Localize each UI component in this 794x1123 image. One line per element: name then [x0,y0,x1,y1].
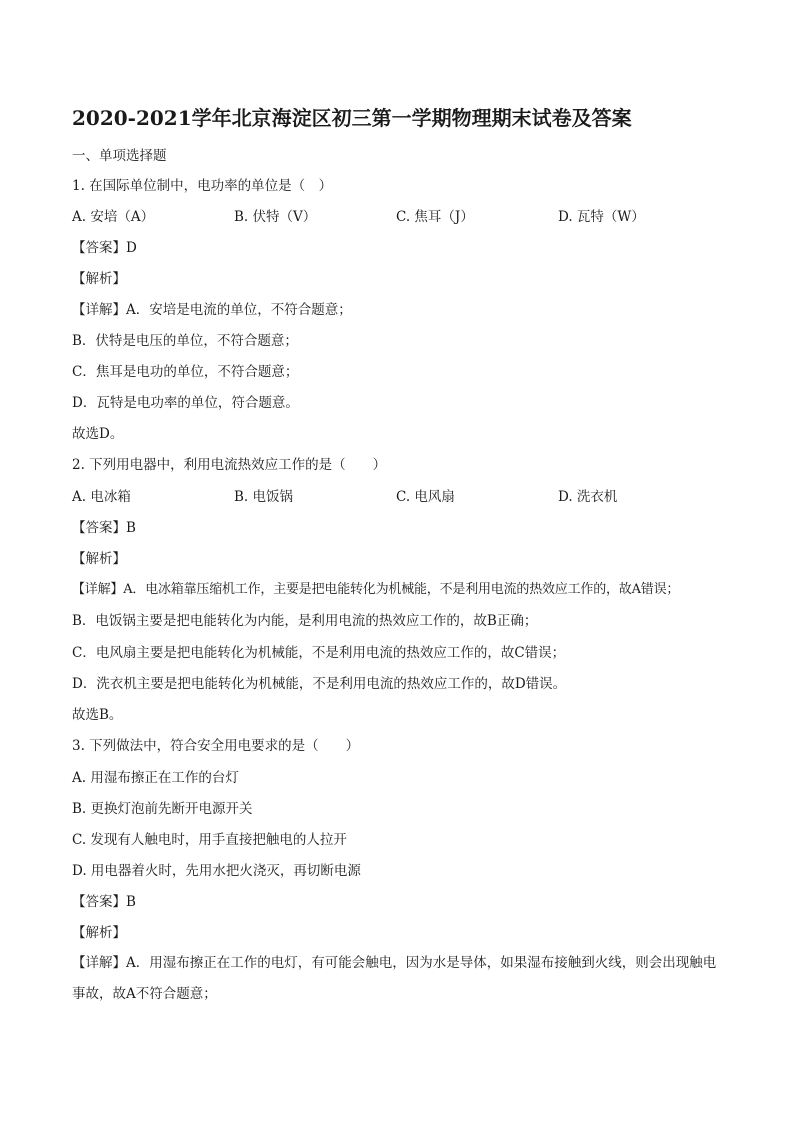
question-1-stem: 1. 在国际单位制中，电功率的单位是（ ） [72,178,333,194]
question-1-option-a: A. 安培（A） [72,209,155,225]
question-1-detail-c: C．焦耳是电功的单位，不符合题意； [72,364,299,380]
question-1-answer: 【答案】D [72,240,137,256]
question-1-analysis-label: 【解析】 [72,271,126,287]
question-2-detail-c: C．电风扇主要是把电能转化为机械能，不是利用电流的热效应工作的，故C错误； [72,645,566,661]
question-3-stem: 3. 下列做法中，符合安全用电要求的是（ ） [72,738,360,754]
section-heading: 一、单项选择题 [72,148,167,164]
question-2-detail-a: 【详解】A．电冰箱靠压缩机工作，主要是把电能转化为机械能，不是利用电流的热效应工作的，故A错误； [72,582,680,597]
question-3-analysis-label: 【解析】 [72,925,126,941]
question-2-option-d: D. 洗衣机 [558,489,618,505]
question-1-detail-a: 【详解】A．安培是电流的单位，不符合题意； [72,302,352,318]
question-2-analysis-label: 【解析】 [72,551,126,567]
question-3-option-b: B. 更换灯泡前先断开电源开关 [72,801,253,817]
question-1-detail-b: B．伏特是电压的单位，不符合题意； [72,333,298,349]
question-2-detail-b: B．电饭锅主要是把电能转化为内能，是利用电流的热效应工作的，故B正确； [72,613,538,629]
question-3-option-a: A. 用湿布擦正在工作的台灯 [72,770,239,786]
question-3-detail-a: 【详解】A．用湿布擦正在工作的电灯，有可能会触电，因为水是导体，如果湿布接触到火线，则会出现触电事故，故A不符合题意； [72,955,717,1002]
question-1-option-d: D. 瓦特（W） [558,209,645,225]
question-2-detail-d: D．洗衣机主要是把电能转化为机械能，不是利用电流的热效应工作的，故D错误。 [72,676,567,692]
question-2-conclusion: 故选B。 [72,707,123,723]
question-1-conclusion: 故选D。 [72,426,124,442]
question-1-option-c: C. 焦耳（J） [396,209,474,225]
question-2-stem: 2. 下列用电器中，利用电流热效应工作的是（ ） [72,457,387,473]
question-2-option-c: C. 电风扇 [396,489,455,505]
question-1-option-b: B. 伏特（V） [234,209,317,225]
question-1-detail-d: D．瓦特是电功率的单位，符合题意。 [72,395,299,411]
question-3-option-d: D. 用电器着火时，先用水把火浇灭，再切断电源 [72,863,361,879]
page-title: 2020-2021学年北京海淀区初三第一学期物理期末试卷及答案 [72,106,632,130]
question-3-option-c: C. 发现有人触电时，用手直接把触电的人拉开 [72,832,347,848]
question-3-answer: 【答案】B [72,894,136,910]
question-2-option-a: A. 电冰箱 [72,489,131,505]
question-2-answer: 【答案】B [72,520,136,536]
question-2-option-b: B. 电饭锅 [234,489,294,505]
